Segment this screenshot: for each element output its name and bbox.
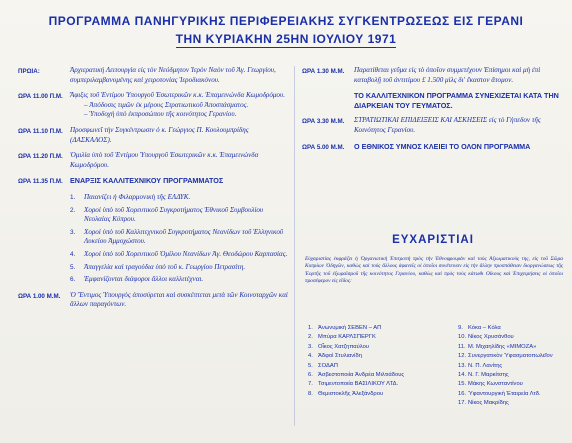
schedule-text: Ὁμιλία ὑπὸ τοῦ Ἐντίμου Ὑπουργοῦ Ἐσωτερικῶν κ.κ. Ἐπαμεινώνδα Κωμοδρόμου. <box>70 151 259 169</box>
sponsor-number: 17. <box>458 400 467 407</box>
sponsor-item <box>458 343 568 352</box>
schedule-row <box>18 91 290 120</box>
sponsor-number: 6. <box>308 372 313 379</box>
sponsor-number: 2. <box>308 334 313 341</box>
schedule-time: ΩΡΑ 1.30 Μ.Μ. <box>302 68 345 75</box>
sponsor-number: 7. <box>308 381 313 388</box>
schedule-text: ΤΟ ΚΑΛΛΙΤΕΧΝΙΚΟΝ ΠΡΟΓΡΑΜΜΑ ΣΥΝΕΧΙΖΕΤΑΙ ΚΑΤΑ ΤΗΝ ΔΙΑΡΚΕΙΑΝ ΤΟΥ ΓΕΥΜΑΤΟΣ. <box>354 91 559 110</box>
sponsor-name: Ἀσβεστοποιία Ἀνδρέα Μιλτιάδους <box>318 372 405 379</box>
sponsor-name: Θεμιστοκλῆς Ἀλεξάνδρου <box>318 390 384 397</box>
sponsor-item <box>308 371 448 380</box>
schedule-text: Ὁ Ἔντιμος Ὑπουργὸς ἀποσύρεται καὶ συσκέπτεται μετὰ τῶν Κοινοταρχῶν καὶ ἄλλων παραγόντων. <box>70 290 288 309</box>
schedule-time <box>302 91 354 110</box>
column-divider <box>294 66 295 426</box>
date-line: ΤΗΝ ΚΥΡΙΑΚΗΝ 25ΗΝ ΙΟΥΛΙΟΥ 1971 <box>175 32 397 46</box>
sponsor-name: Ὑφαντουργικὴ Ἑταιρεία Λτδ. <box>468 390 541 397</box>
sponsor-item <box>308 390 448 399</box>
sponsor-name: Νίκος Χρυσάνθου <box>468 334 514 341</box>
schedule-row <box>18 176 290 187</box>
program-item <box>70 263 290 273</box>
sponsor-name: Ἀδφοὶ Στυλιανίδη <box>318 353 362 360</box>
program-text: Χοροὶ ὑπὸ τοῦ Χορευτικοῦ Συγκροτήματος Ἐθνικοῦ Συμβουλίου Νεολαίας Κύπρου. <box>84 205 264 224</box>
schedule-text: Ἄφιξις τοῦ Ἐντίμου Ὑπουργοῦ Ἐσωτερικῶν κ.κ. Ἐπαμεινώνδα Κωμοδρόμου. <box>70 91 286 100</box>
schedule-time: ΩΡΑ 3.30 Μ.Μ. <box>302 118 345 126</box>
sponsor-number: 1. <box>308 325 313 331</box>
schedule-text-block <box>70 176 290 187</box>
schedule-text: Ο ΕΘΝΙΚΟΣ ΥΜΝΟΣ ΚΛΕΙΕΙ ΤΟ ΟΛΟΝ ΠΡΟΓΡΑΜΜΑ <box>354 141 531 151</box>
schedule-text-block <box>70 126 290 145</box>
schedule-subitem: – Ὑποδοχὴ ὑπὸ ἐκπροσώπου τῆς κοινότητος Γερανίου. <box>84 110 237 119</box>
schedule-text-block <box>70 151 290 170</box>
program-number: 6. <box>70 276 76 284</box>
schedule-text: ΕΝΑΡΞΙΣ ΚΑΛΛΙΤΕΧΝΙΚΟΥ ΠΡΟΓΡΑΜΜΑΤΟΣ <box>70 176 224 186</box>
schedule-row <box>18 126 290 145</box>
schedule-text: Παρατίθεται γεῦμα εἰς τὸ ὁποῖον συμμετέχουν Ἐπίσημοι καὶ μὴ ἐπὶ καταβολῇ τοῦ ἀντιτίμου £ 1.500 μὶλς δι' ἕκαστον ἄτομον. <box>354 66 541 84</box>
sponsor-number: 4. <box>308 353 313 360</box>
schedule-text-block <box>70 66 290 85</box>
sponsor-number: 11. <box>458 343 466 350</box>
program-list <box>70 193 290 285</box>
left-column <box>18 66 290 316</box>
program-text: Χοροὶ ὑπὸ τοῦ Χορευτικοῦ Ὁμίλου Νεανίδων Ἁγ. Θεοδώρου Καρπασίας. <box>84 249 288 258</box>
sponsor-name: Μ. Μιχαηλίδης «ΜΙΜΟΖΑ» <box>468 343 537 350</box>
schedule-time: ΩΡΑ 5.00 Μ.Μ. <box>302 143 345 151</box>
sponsor-name: Ν. Γ. Μαρκίτσης <box>468 372 509 379</box>
sponsor-name: Τσιμεντοποιία ΒΑΣΙΛΙΚΟΥ ΛΤΔ. <box>318 381 399 388</box>
sponsor-number: 8. <box>308 390 313 397</box>
program-item <box>70 206 290 225</box>
sponsor-name: ΣΟΔΑΠ <box>318 362 338 369</box>
sponsor-item <box>308 343 448 352</box>
sponsor-item <box>458 380 568 389</box>
schedule-text-block <box>354 116 564 135</box>
schedule-text: ΣΤΡΑΤΙΩΤΙΚΑΙ ΕΠΙΔΕΙΞΕΙΣ ΚΑΙ ΑΣΚΗΣΕΙΣ εἰς τὸ Γήπεδον τῆς Κοινότητος Γερανίου. <box>354 116 541 134</box>
sponsor-number: 13. <box>458 362 467 369</box>
schedule-text-block <box>354 66 564 85</box>
schedule-text-block <box>354 91 564 110</box>
sponsor-item <box>308 333 448 342</box>
sponsor-number: 3. <box>308 343 313 350</box>
sponsor-name: Μάκης Κωνσταντίνου <box>468 381 523 388</box>
sponsor-item <box>458 399 568 408</box>
program-item <box>70 228 290 247</box>
sponsor-item <box>308 352 448 361</box>
program-number: 3. <box>70 228 76 236</box>
page-subtitle <box>0 32 572 46</box>
schedule-time: ΩΡΑ 11.10 Π.Μ. <box>18 127 63 135</box>
sponsor-item <box>458 390 568 399</box>
program-text: Ἐμφανίζονται διάφοροι ἄλλοι καλλιτέχναι. <box>84 275 204 284</box>
schedule-text: Προσφωνεῖ τὴν Συγκέντρωσιν ὁ κ. Γεώργιος Π. Κουλουμπρίδης (ΔΑΣΚΑΛΟΣ). <box>70 125 249 144</box>
sponsor-item <box>458 352 568 361</box>
sponsor-name: Νίκος Μακρίδης <box>468 400 509 407</box>
sponsor-number: 9. <box>458 325 463 331</box>
sponsor-item <box>308 324 448 333</box>
program-item <box>70 275 290 285</box>
page-title: ΠΡΟΓΡΑΜΜΑ ΠΑΝΗΓΥΡΙΚΗΣ ΠΕΡΙΦΕΡΕΙΑΚΗΣ ΣΥΓΚΕΝΤΡΩΣΕΩΣ ΕΙΣ ΓΕΡΑΝΙ <box>48 14 524 28</box>
sponsor-number: 15. <box>458 381 467 388</box>
sponsor-list-2 <box>458 324 568 409</box>
sponsor-item <box>308 380 448 389</box>
thanks-heading: ΕΥΧΑΡΙΣΤΙΑΙ <box>392 234 474 246</box>
schedule-row <box>302 66 564 85</box>
sponsor-name: Οἶκος Χατζηπαύλου <box>318 343 369 350</box>
schedule-text-block <box>354 142 564 153</box>
sponsor-number: 16. <box>458 390 467 397</box>
sponsor-number: 12. <box>458 353 467 360</box>
schedule-row <box>302 142 564 153</box>
schedule-subitem: – Ἀπόδοσις τιμῶν ἐκ μέρους Στρατιωτικοῦ Ἀποσπάσματος. <box>84 100 249 109</box>
sponsor-name: Ἀνωνυμικὴ ΣΕΒΕΝ – ΑΠ <box>318 325 382 331</box>
program-item <box>70 193 290 203</box>
sponsor-item <box>308 362 448 371</box>
schedule-time: ΩΡΑ 11.00 Π.Μ. <box>18 93 63 101</box>
schedule-text-block <box>70 91 290 120</box>
schedule-time: ΩΡΑ 11.20 Π.Μ. <box>18 153 63 161</box>
sponsor-list-1 <box>308 324 448 399</box>
sponsor-name: Κόκα – Κόλα <box>468 325 501 331</box>
sponsor-number: 5. <box>308 362 313 369</box>
program-number: 1. <box>70 193 76 201</box>
sponsor-name: Συνεργατικὸν Ὑφασματοπωλεῖον <box>468 353 553 360</box>
schedule-time: ΩΡΑ 11.35 Π.Μ. <box>18 178 63 186</box>
sponsor-number: 10. <box>458 334 467 341</box>
schedule-time: ΠΡΩΙΑ: <box>18 68 40 75</box>
sponsor-item <box>458 362 568 371</box>
right-column <box>302 66 564 158</box>
program-text: Ἀπαγγελία καὶ τραγούδια ὑπὸ τοῦ κ. Γεωργίου Πετρασίτη. <box>84 262 246 271</box>
sponsor-number: 14. <box>458 372 467 379</box>
sponsor-item <box>458 324 568 333</box>
sponsor-name: Ν. Π. Λανίτης <box>468 362 503 369</box>
program-number: 2. <box>70 206 76 214</box>
schedule-text: Ἀρχιερατική Λειτουργία εἰς τὸν Νεόδμητον Ἱερὸν Ναὸν τοῦ Ἀγ. Γεωργίου, συμπεριλαμβανομένης καὶ χειροτονίας Ἱεροδιακόνου. <box>70 66 276 84</box>
schedule-row <box>18 66 290 85</box>
schedule-row <box>18 151 290 170</box>
program-item <box>70 250 290 260</box>
program-number: 4. <box>70 250 76 258</box>
program-text: Παιανίζει ἡ Φιλαρμονικὴ τῆς ΕΛΔΥΚ. <box>84 192 191 201</box>
schedule-time: ΩΡΑ 1.00 Μ.Μ. <box>18 292 61 300</box>
schedule-row <box>302 91 564 110</box>
thanks-paragraph: Εὐχαριστίας ἐκφράζει ἡ Ὀργανωτικὴ Ἐπιτροπὴ πρὸς τὴν Ἐθνοφρουρὰν καὶ τοὺς Ἀξιωματικοὺς της, εἰς τοῦ Σῶμα Κυπρίων Ὁδηγῶν, καθὼς καὶ τοὺς ἄλλους ἀφανεῖς οἱ ὁποῖοι συνέτειναν εἰς τὴν ἄλλην προσπάθειαν διοργανώσεως τῆς Ἑορτῆς τοῦ ἐξωραϊσμοῦ τῆς κοινότητος Γερανίου, καθὼς καὶ πρὸς τοὺς κάτωθι Οἴκους καὶ Ἐπιχειρήσεις οἱ ὁποῖοι προσέφερον εἰς εἴδος: <box>305 256 563 285</box>
sponsor-item <box>458 333 568 342</box>
sponsor-name: Μπύρα ΚΑΡΛΣΠΕΡΓΚ <box>318 334 376 341</box>
schedule-row <box>302 116 564 135</box>
program-number: 5. <box>70 263 76 271</box>
sponsor-item <box>458 371 568 380</box>
schedule-row <box>18 291 290 310</box>
program-text: Χοροὶ ὑπὸ τοῦ Καλλιτεχνικοῦ Συγκροτήματος Νεανίδων τοῦ Ἑλληνικοῦ Λυκείου Ἀμμοχώστου. <box>84 227 284 246</box>
